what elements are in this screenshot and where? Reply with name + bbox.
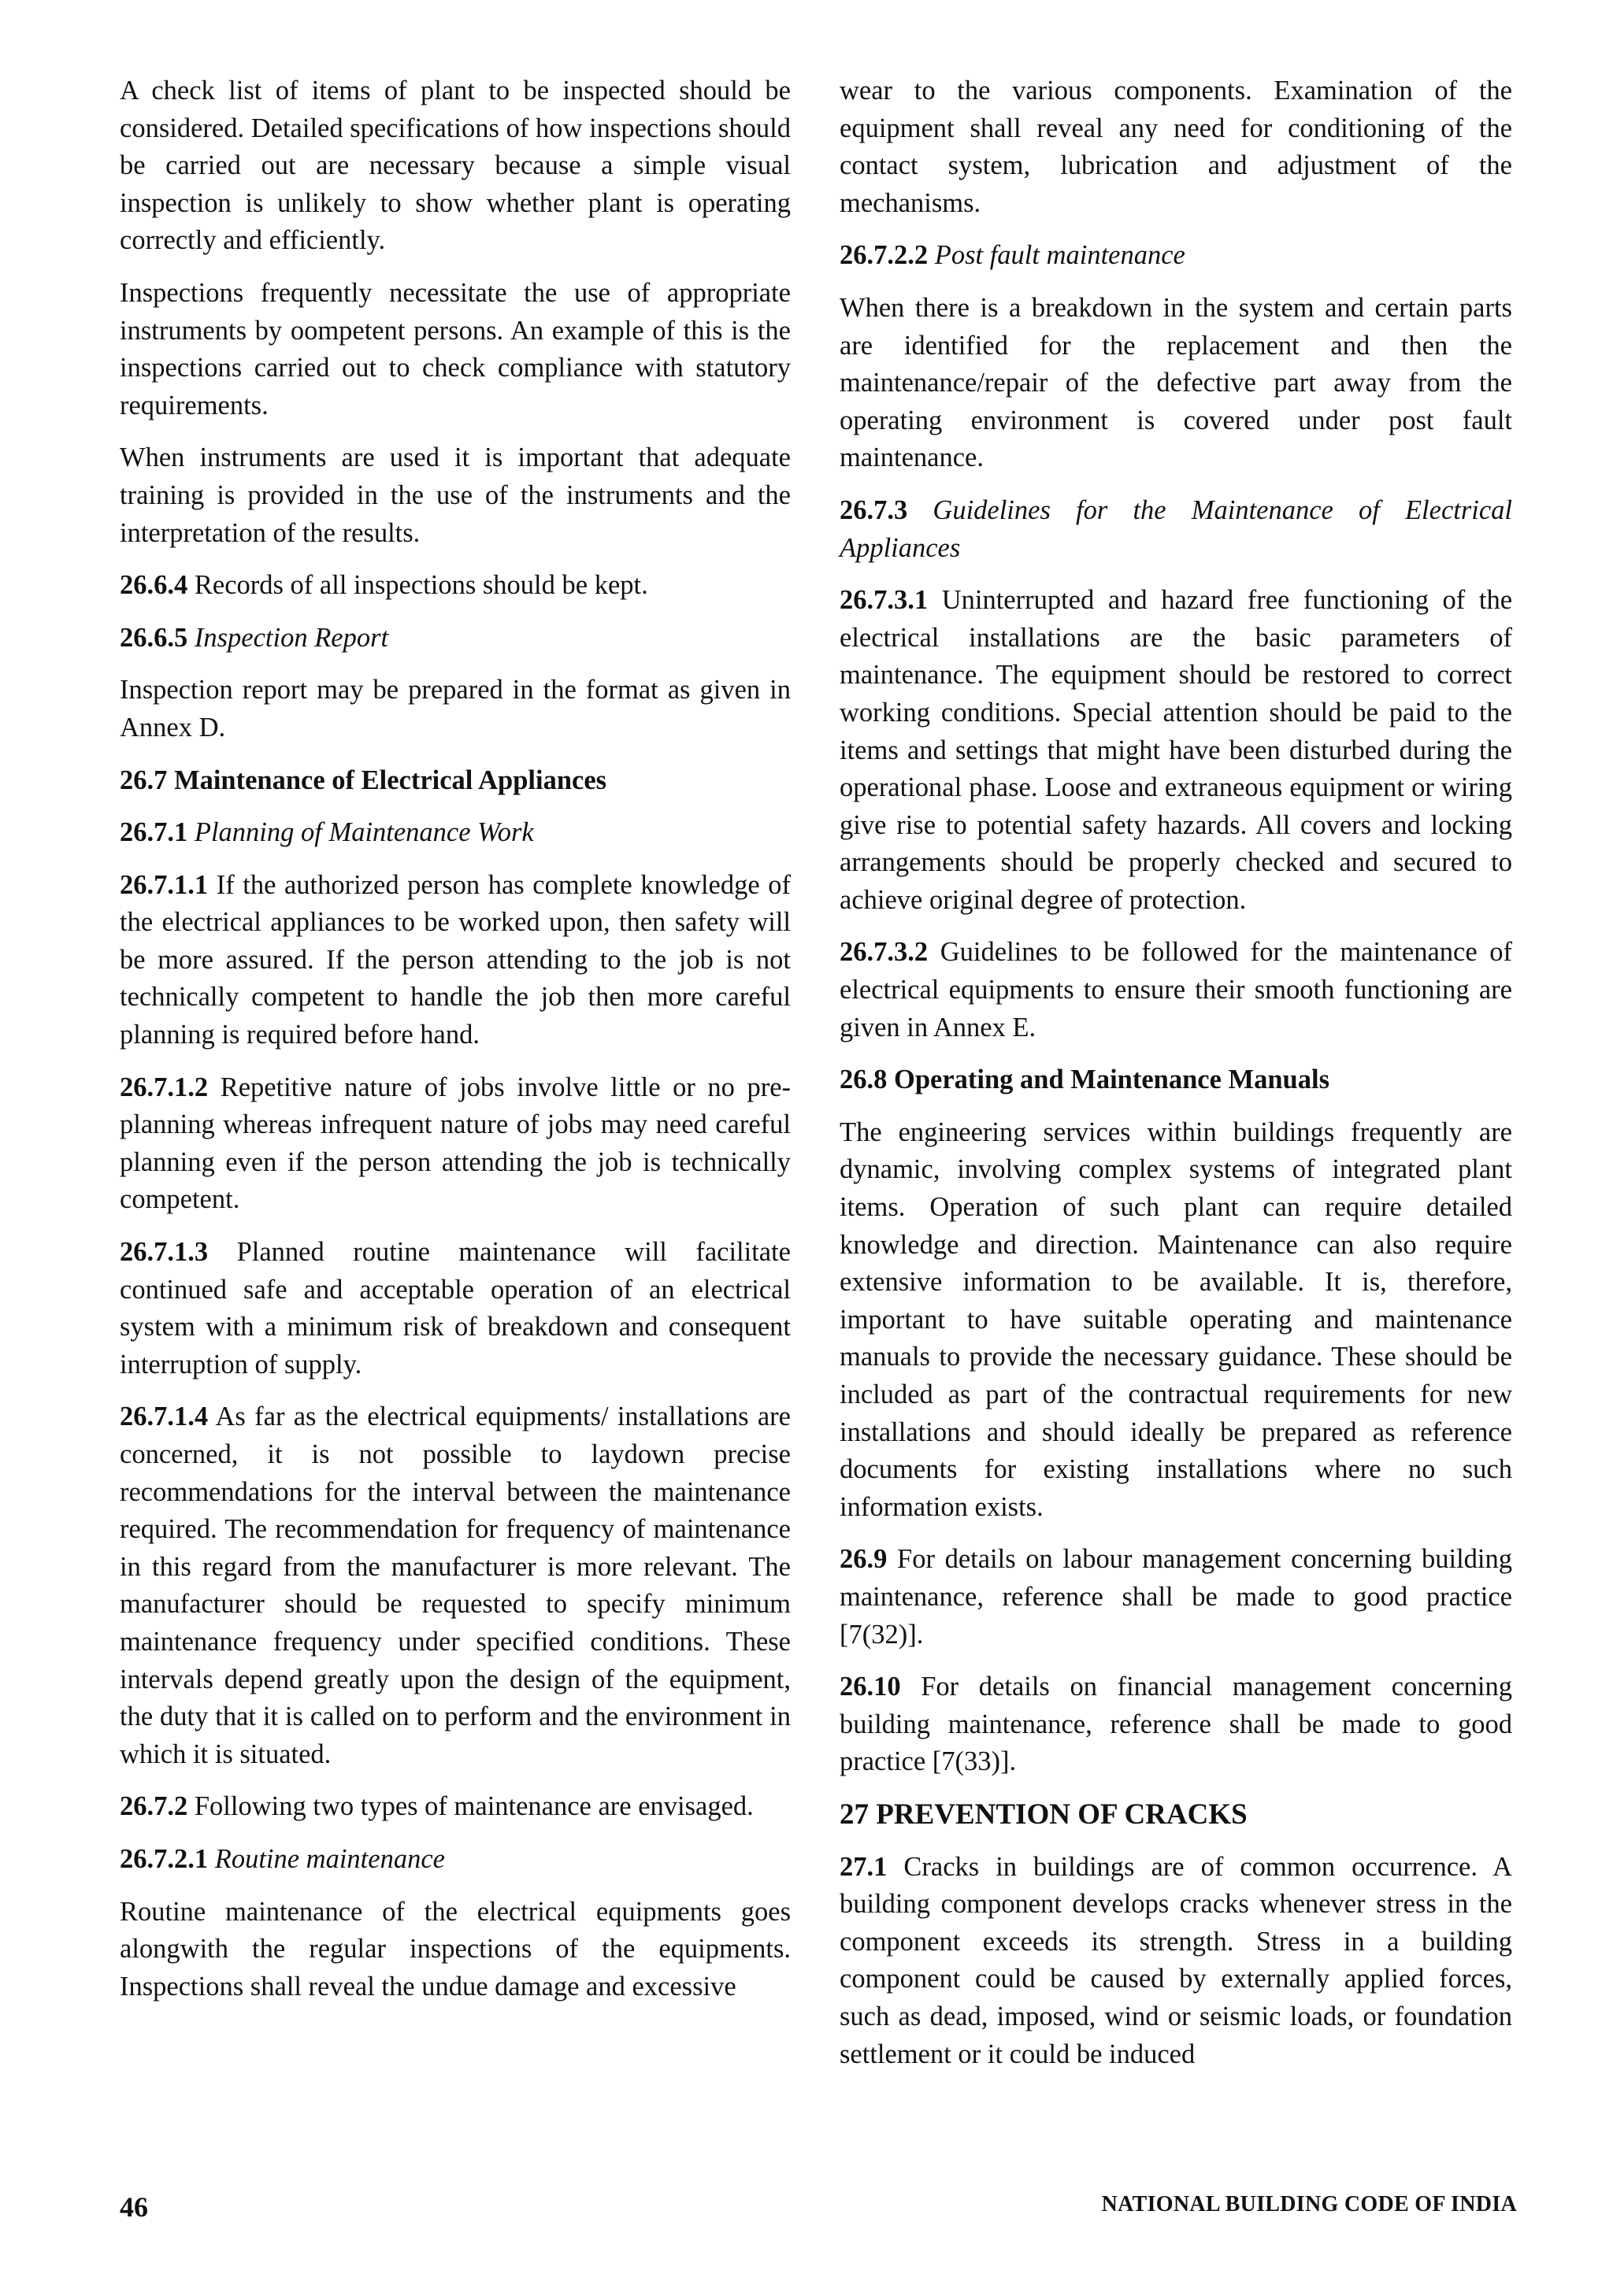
clause-number: 26.7.1.2 (120, 1072, 209, 1102)
section-27-heading (840, 1796, 1512, 1834)
section-title: Operating and Maintenance Manuals (894, 1065, 1329, 1095)
clause-number: 26.6.4 (120, 570, 188, 601)
paragraph-instruments: Inspections frequently necessitate the use of appropriate instruments by oompetent persons. An example of this is the inspections carried out to check compliance with statutory requirements. (120, 277, 791, 420)
clause-text: If the authorized person has complete knowledge of the electrical appliances to be worked upon, then safety will be more assured. If the person attending to the job is not technically competent to handle the job then more careful planning is required before hand. (120, 869, 791, 1050)
section-number: 27 (840, 1798, 869, 1831)
clause-number: 26.7.3 (840, 494, 908, 525)
clause-text: Repetitive nature of jobs involve little or no pre-planning whereas infrequent nature of jobs may need careful planning even if the person attending the job is technically competent. (120, 1072, 791, 1215)
section-title: Maintenance of Electrical Appliances (174, 765, 607, 795)
clause-26-7-3-heading (840, 492, 1512, 567)
clause-27-1 (840, 1849, 1512, 2074)
clause-title: Routine maintenance (214, 1843, 445, 1874)
clause-26-7-1-heading (120, 814, 791, 852)
clause-text: Guidelines to be followed for the maintenance of electrical equipments to ensure their smooth functioning are given in Annex E. (840, 937, 1512, 1042)
clause-text: As far as the electrical equipments/ installations are concerned, it is not possible to laydown precise recommendations for the interval between the maintenance required. The recommendation for frequency of maintenance in this regard from the manufacturer is more relevant. The manufacturer should be requested to specify minimum maintenance frequency under specified conditions. These intervals depend greatly upon the design of the equipment, the duty that it is called on to perform and the environment in which it is situated. (120, 1402, 791, 1769)
paragraph-inspection-report: Inspection report may be prepared in the format as given in Annex D. (120, 675, 791, 742)
clause-text: Following two types of maintenance are envisaged. (194, 1791, 754, 1822)
section-number: 26.7 (120, 765, 168, 795)
clause-title: Guidelines for the Maintenance of Electrical Appliances (840, 494, 1513, 563)
clause-number: 26.7.1.1 (120, 869, 209, 900)
clause-text: Cracks in buildings are of common occurrence. A building component develops cracks whenever stress in the component exceeds its strength. Stress in a building component could be caused by externally applied forces, such as dead, imposed, wind or seismic loads, or foundation settlement or it could be induced (840, 1851, 1512, 2069)
clause-number: 26.7.2.1 (120, 1843, 209, 1874)
clause-26-7-1-3 (120, 1234, 791, 1383)
clause-text: For details on financial management concerning building maintenance, reference shall be made to good practice [7(33)]. (840, 1672, 1513, 1777)
clause-title: Inspection Report (194, 622, 389, 653)
left-column (120, 72, 791, 2020)
paragraph-continued: wear to the various components. Examination of the equipment shall reveal any need for conditioning of the contact system, lubrication and adjustment of the mechanisms. (840, 76, 1512, 218)
clause-number: 26.7.1.4 (120, 1402, 209, 1432)
clause-number: 26.9 (840, 1544, 888, 1575)
page-number: 46 (120, 2191, 148, 2223)
clause-number: 26.6.5 (120, 622, 188, 653)
clause-number: 26.7.3.1 (840, 585, 929, 616)
clause-text: For details on labour management concerning building maintenance, reference shall be made to good practice [7(32)]. (840, 1544, 1512, 1650)
publication-title: NATIONAL BUILDING CODE OF INDIA (1101, 2192, 1517, 2216)
clause-title: Planning of Maintenance Work (194, 817, 534, 848)
clause-title: Post fault maintenance (934, 240, 1185, 271)
section-26-7-heading (120, 762, 791, 800)
clause-number: 26.10 (840, 1672, 901, 1702)
paragraph-routine-maintenance: Routine maintenance of the electrical equipments goes alongwith the regular inspections of the equipments. Inspections shall reveal the undue damage and excessive (120, 1896, 791, 2002)
section-title: PREVENTION OF CRACKS (876, 1798, 1248, 1831)
clause-26-7-1-2 (120, 1069, 791, 1219)
clause-text: Records of all inspections should be kept. (194, 570, 648, 601)
clause-number: 26.7.3.2 (840, 937, 929, 968)
clause-number: 26.7.2 (120, 1791, 188, 1822)
clause-26-6-5-heading (120, 620, 791, 657)
clause-number: 26.7.2.2 (840, 240, 929, 271)
section-26-8-heading (840, 1061, 1512, 1099)
clause-number: 27.1 (840, 1851, 888, 1882)
clause-26-7-2-1-heading (120, 1841, 791, 1879)
paragraph-post-fault: When there is a breakdown in the system and certain parts are identified for the replacement and then the maintenance/repair of the defective part away from the operating environment is covered under post fault maintenance. (840, 292, 1512, 473)
clause-text: Uninterrupted and hazard free functioning of the electrical installations are the basic parameters of maintenance. The equipment should be restored to correct working conditions. Special attention should be paid to the items and settings that might have been disturbed during the operational phase. Loose and extraneous equipment or wiring give rise to potential safety hazards. All covers and locking arrangements should be properly checked and secured to achieve original degree of protection. (840, 585, 1513, 915)
clause-26-7-3-1 (840, 582, 1512, 919)
clause-26-7-3-2 (840, 934, 1512, 1046)
clause-26-7-1-1 (120, 867, 791, 1054)
clause-26-7-2 (120, 1788, 791, 1826)
section-number: 26.8 (840, 1065, 888, 1095)
paragraph-manuals: The engineering services within buildings frequently are dynamic, involving complex systems of integrated plant items. Operation of such plant can require detailed knowledge and direction. Maintenance can also require extensive information to be available. It is, therefore, important to have suitable operating and maintenance manuals to provide the necessary guidance. These should be included as part of the contractual requirements for new installations and should ideally be prepared as reference documents for existing installations where no such information exists. (840, 1117, 1512, 1522)
clause-26-7-1-4 (120, 1398, 791, 1773)
clause-26-10 (840, 1668, 1512, 1781)
clause-number: 26.7.1.3 (120, 1237, 209, 1268)
clause-26-9 (840, 1541, 1512, 1653)
right-column (840, 72, 1512, 2088)
paragraph-checklist: A check list of items of plant to be inspected should be considered. Detailed specifications of how inspections should be carried out are necessary because a simple visual inspection is unlikely to show whether plant is operating correctly and efficiently. (120, 76, 791, 256)
clause-number: 26.7.1 (120, 817, 188, 848)
paragraph-training: When instruments are used it is important that adequate training is provided in the use of the instruments and the interpretation of the results. (120, 443, 791, 548)
clause-26-7-2-2-heading (840, 237, 1512, 275)
clause-text: Planned routine maintenance will facilitate continued safe and acceptable operation of an electrical system with a minimum risk of breakdown and consequent interruption of supply. (120, 1237, 791, 1379)
clause-26-6-4 (120, 567, 791, 605)
